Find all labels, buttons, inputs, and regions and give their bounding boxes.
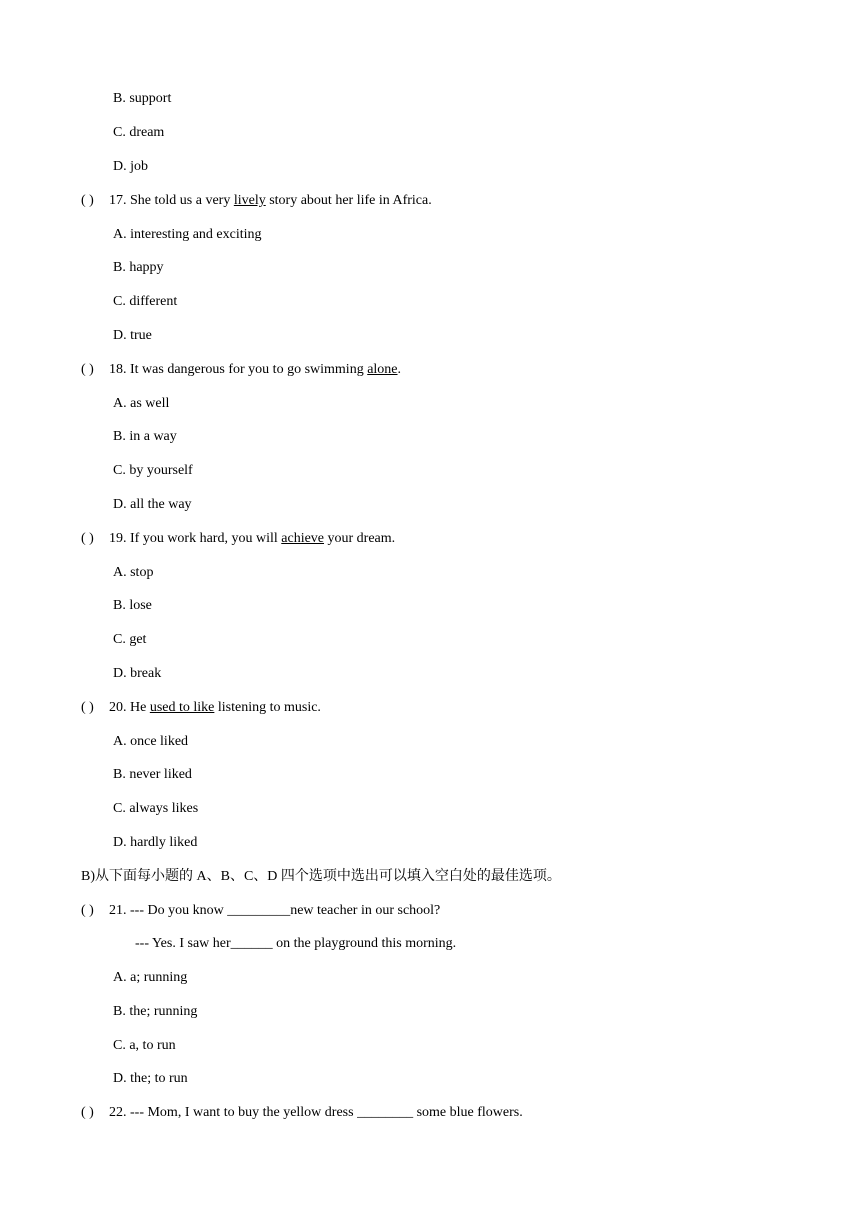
answer-blank: ( ) xyxy=(81,193,94,208)
question-text-pre: It was dangerous for you to go swimming xyxy=(130,362,364,377)
question-number: 17. xyxy=(109,193,127,208)
question-number: 21. xyxy=(109,903,127,918)
q17-option-d: D. true xyxy=(113,328,152,343)
question-text-post: your dream. xyxy=(327,531,396,546)
q21-option-a: A. a; running xyxy=(113,970,188,985)
answer-blank: ( ) xyxy=(81,531,94,546)
answer-blank: ( ) xyxy=(81,1105,94,1120)
section-b-instruction: B)从下面每小题的 A、B、C、D 四个选项中选出可以填入空白处的最佳选项。 xyxy=(81,869,561,884)
question-21 xyxy=(81,902,440,920)
question-text-post: listening to music. xyxy=(217,700,321,715)
question-text-post: story about her life in Africa. xyxy=(269,193,432,208)
question-text-pre: She told us a very xyxy=(130,193,231,208)
q19-option-c: C. get xyxy=(113,632,147,647)
q21-dialogue-line-2: --- Yes. I saw her______ on the playground this morning. xyxy=(135,936,457,951)
question-18 xyxy=(81,361,401,379)
question-19 xyxy=(81,530,395,548)
q20-option-b: B. never liked xyxy=(113,767,192,782)
q21-option-c: C. a, to run xyxy=(113,1038,176,1053)
question-17 xyxy=(81,192,432,210)
question-number: 22. xyxy=(109,1105,127,1120)
q18-option-d: D. all the way xyxy=(113,497,192,512)
q20-option-d: D. hardly liked xyxy=(113,835,198,850)
answer-blank: ( ) xyxy=(81,903,94,918)
q18-option-a: A. as well xyxy=(113,396,170,411)
question-text-post: . xyxy=(397,362,402,377)
answer-blank: ( ) xyxy=(81,700,94,715)
q20-option-c: C. always likes xyxy=(113,801,199,816)
q16-option-c: C. dream xyxy=(113,125,165,140)
q17-option-b: B. happy xyxy=(113,260,164,275)
question-number: 19. xyxy=(109,531,127,546)
underlined-word: alone xyxy=(367,362,398,377)
underlined-word: achieve xyxy=(281,531,325,546)
q17-option-c: C. different xyxy=(113,294,178,309)
q19-option-a: A. stop xyxy=(113,565,154,580)
underlined-phrase: used to like xyxy=(149,700,215,715)
dialogue-line-1: --- Do you know _________new teacher in our school? xyxy=(130,903,441,918)
q16-option-b: B. support xyxy=(113,91,172,106)
q20-option-a: A. once liked xyxy=(113,734,189,749)
question-number: 20. xyxy=(109,700,127,715)
question-text-pre: If you work hard, you will xyxy=(130,531,278,546)
underlined-word: lively xyxy=(233,193,266,208)
q19-option-b: B. lose xyxy=(113,598,152,613)
q16-option-d: D. job xyxy=(113,159,148,174)
q18-option-c: C. by yourself xyxy=(113,463,193,478)
question-22 xyxy=(81,1104,523,1122)
q18-option-b: B. in a way xyxy=(113,429,177,444)
answer-blank: ( ) xyxy=(81,362,94,377)
q19-option-d: D. break xyxy=(113,666,162,681)
question-text-pre: He xyxy=(130,700,147,715)
question-number: 18. xyxy=(109,362,127,377)
q17-option-a: A. interesting and exciting xyxy=(113,227,262,242)
question-20 xyxy=(81,699,321,717)
q21-option-d: D. the; to run xyxy=(113,1071,188,1086)
q21-option-b: B. the; running xyxy=(113,1004,198,1019)
dialogue-line-1: --- Mom, I want to buy the yellow dress ________ some blue flowers. xyxy=(130,1105,523,1120)
